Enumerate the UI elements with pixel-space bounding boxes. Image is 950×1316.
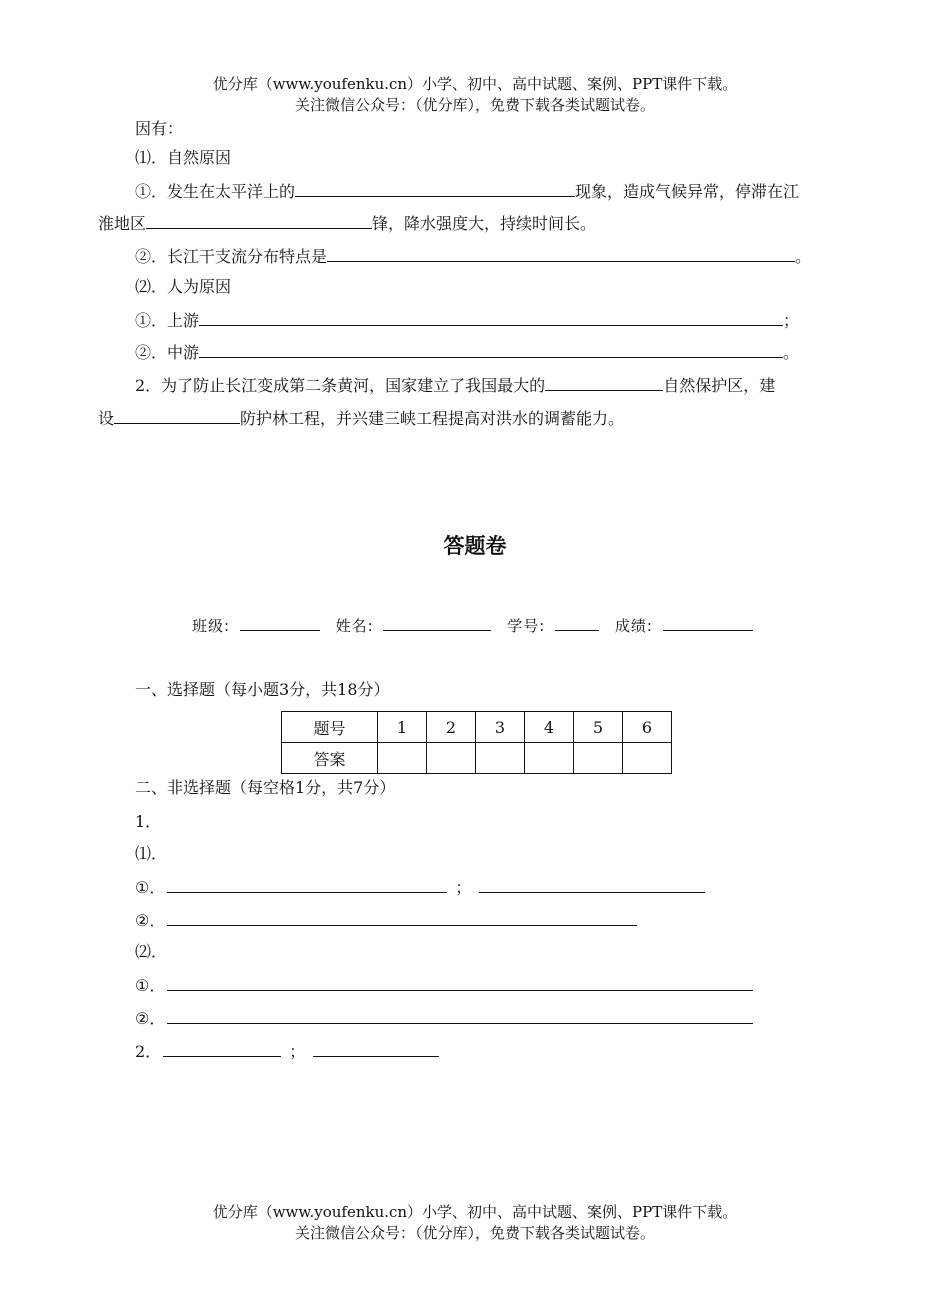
question-2-prefix: 2．为了防止长江变成第二条黄河，国家建立了我国最大的 (135, 376, 546, 395)
footer-line-1: 优分库（www.youfenku.cn）小学、初中、高中试题、案例、PPT课件下载。 (212, 1203, 738, 1221)
answer-sheet-title: 答题卷 (443, 534, 507, 558)
blank-midstream (199, 339, 783, 358)
header-line-2: 关注微信公众号：（优分库），免费下载各类试题试卷。 (294, 96, 655, 114)
blank-reserve (545, 372, 663, 391)
answer-line-1-label: ①． (135, 878, 166, 897)
answer-cell[interactable] (574, 743, 623, 774)
intro-text: 因有： (135, 119, 184, 138)
question-2-line2-suffix: 防护林工程，并兴建三峡工程提高对洪水的调蓄能力。 (240, 409, 625, 428)
table-cell-number: 6 (623, 712, 672, 743)
blank-phenomenon (295, 178, 575, 197)
human-cause-1 (135, 307, 799, 333)
answer-line-3-label: ①． (135, 976, 166, 995)
answer-cell[interactable] (525, 743, 574, 774)
answer-blank-5[interactable] (167, 1005, 753, 1024)
natural-cause-1-prefix: ①．发生在太平洋上的 (135, 182, 296, 201)
answer-2-label: 2． (135, 1042, 162, 1061)
question-2-line2-prefix: 设 (98, 409, 115, 428)
answer-cell[interactable] (476, 743, 525, 774)
class-label: 班级: (192, 617, 231, 635)
question-2-line2 (98, 405, 624, 431)
natural-causes-title: ⑴．自然原因 (135, 148, 232, 167)
answer-line-1-sep: ； (455, 878, 472, 897)
answer-blank-6[interactable] (163, 1038, 281, 1057)
answer-1-label: 1． (135, 812, 162, 831)
human-cause-2 (135, 339, 799, 365)
answer-part-1-label: ⑴． (135, 844, 168, 863)
natural-cause-2-prefix: ②．长江干支流分布特点是 (135, 247, 328, 266)
answer-cell[interactable] (623, 743, 672, 774)
answer-line-5-sep: ； (289, 1042, 306, 1061)
natural-cause-1 (135, 178, 799, 204)
page-footer (0, 1202, 950, 1244)
class-field[interactable] (240, 614, 320, 631)
answer-line-2-label: ②． (135, 911, 166, 930)
answer-line-1 (135, 874, 705, 900)
natural-cause-1-suffix: 现象，造成气候异常，停滞在江 (575, 182, 800, 201)
name-field[interactable] (383, 614, 491, 631)
answer-blank-2[interactable] (479, 874, 705, 893)
name-label: 姓名: (335, 617, 374, 635)
answer-blank-7[interactable] (313, 1038, 439, 1057)
answer-line-5 (135, 1038, 439, 1064)
student-id-field[interactable] (555, 614, 599, 631)
answer-line-3 (135, 972, 753, 998)
header-line-1: 优分库（www.youfenku.cn）小学、初中、高中试题、案例、PPT课件下载。 (212, 75, 738, 93)
human-cause-2-suffix: 。 (783, 343, 800, 362)
natural-cause-1-line2-prefix: 淮地区 (98, 214, 147, 233)
answer-cell[interactable] (427, 743, 476, 774)
student-info-row (192, 614, 753, 636)
table-cell-number: 3 (476, 712, 525, 743)
choice-answer-table (281, 711, 672, 774)
table-cell-number: 4 (525, 712, 574, 743)
human-cause-1-prefix: ①．上游 (135, 311, 200, 330)
table-cell-number: 5 (574, 712, 623, 743)
question-2 (135, 372, 775, 398)
human-cause-1-suffix: ； (783, 311, 800, 330)
table-row (282, 712, 672, 743)
answer-cell[interactable] (378, 743, 427, 774)
natural-cause-1-line2 (98, 210, 596, 236)
human-cause-2-prefix: ②．中游 (135, 343, 200, 362)
answer-line-4-label: ②． (135, 1009, 166, 1028)
answer-blank-1[interactable] (167, 874, 447, 893)
table-cell-answer-label: 答案 (282, 743, 378, 774)
blank-upstream (199, 307, 783, 326)
section-2-title: 二、非选择题（每空格1分，共7分） (135, 778, 396, 797)
natural-cause-2 (135, 243, 811, 269)
table-cell-question-label: 题号 (282, 712, 378, 743)
id-label: 学号: (507, 617, 546, 635)
footer-line-2: 关注微信公众号：（优分库），免费下载各类试题试卷。 (294, 1224, 655, 1242)
answer-part-2-label: ⑵． (135, 942, 168, 961)
table-cell-number: 1 (378, 712, 427, 743)
score-field[interactable] (663, 614, 753, 631)
table-cell-number: 2 (427, 712, 476, 743)
blank-front (146, 210, 372, 229)
question-2-suffix: 自然保护区，建 (663, 376, 776, 395)
human-causes-title: ⑵．人为原因 (135, 277, 232, 296)
natural-cause-1-line2-suffix: 锋，降水强度大，持续时间长。 (372, 214, 597, 233)
page-header (0, 74, 950, 116)
answer-line-4 (135, 1005, 753, 1031)
answer-blank-4[interactable] (167, 972, 753, 991)
blank-distribution (327, 243, 795, 262)
answer-blank-3[interactable] (167, 907, 637, 926)
table-row (282, 743, 672, 774)
score-label: 成绩: (614, 617, 653, 635)
section-1-title: 一、选择题（每小题3分，共18分） (135, 680, 390, 699)
natural-cause-2-suffix: 。 (795, 247, 812, 266)
answer-line-2 (135, 907, 637, 933)
blank-forest (114, 405, 240, 424)
